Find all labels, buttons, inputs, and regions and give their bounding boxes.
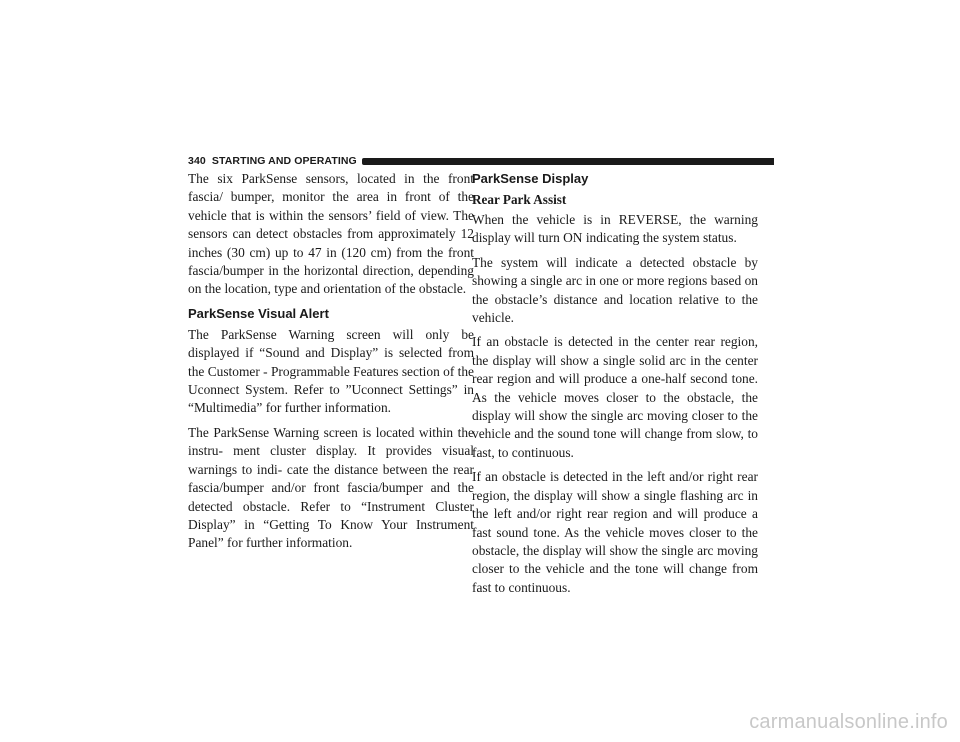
display-paragraph-3: If an obstacle is detected in the center rear region, the display will show a single solid arc in the center rear region and will produce a one-half second tone. As the vehicle moves closer to the obstacle, the display will show the single arc moving closer to the vehicle and the sound tone will change from slow, to fast, to continuous. — [472, 334, 758, 460]
display-paragraph-1: When the vehicle is in REVERSE, the warning display will turn ON indicating the system status. — [472, 212, 758, 246]
page-number: 340 — [188, 155, 206, 167]
section-title: STARTING AND OPERATING — [211, 155, 357, 167]
heading-visual-alert: ParkSense Visual Alert — [188, 305, 329, 321]
display-paragraph-4: If an obstacle is detected in the left and/or right rear region, the display will show a single flashing arc in the left and/or right rear region and will produce a fast sound tone. As the vehicle moves closer to the obstacle, the display will show the single arc moving closer to the vehicle and the tone will change from fast to continuous. — [472, 469, 758, 595]
page-header — [188, 155, 774, 167]
heading-parksense-display: ParkSense Display — [472, 171, 589, 186]
left-column — [188, 170, 474, 559]
visual-alert-paragraph-2: The ParkSense Warning screen is located within the instru- ment cluster display. It provides visual warnings to indi- cate the distance between the rear fascia/bumper and/or front fascia/bumper and the detected obstacle. Refer to “Instrument Cluster Display” in “Getting To Know Your Instrument Panel” for further information. — [188, 424, 474, 551]
right-column — [472, 170, 758, 603]
header-rule — [362, 158, 774, 165]
watermark: carmanualsonline.info — [749, 711, 948, 733]
subheading-rear-park-assist: Rear Park Assist — [472, 192, 567, 207]
display-paragraph-2: The system will indicate a detected obstacle by showing a single arc in one or more regions based on the obstacle’s distance and location relative to the vehicle. — [472, 254, 758, 326]
intro-paragraph: The six ParkSense sensors, located in the front fascia/ bumper, monitor the area in front of the vehicle that is within the sensors’ field of view. The sensors can detect obstacles from approximately 12 inches (30 cm) up to 47 in (120 cm) from the front fascia/bumper in the horizontal direction, depending on the location, type and orientation of the obstacle. — [188, 171, 474, 297]
page-number-and-section — [188, 155, 357, 167]
visual-alert-paragraph-1: The ParkSense Warning screen will only be displayed if “Sound and Display” is selected from the Customer - Programmable Features section of the Uconnect System. Refer to ”Uconnect Settings” in “Multimedia” for further information. — [188, 326, 474, 416]
